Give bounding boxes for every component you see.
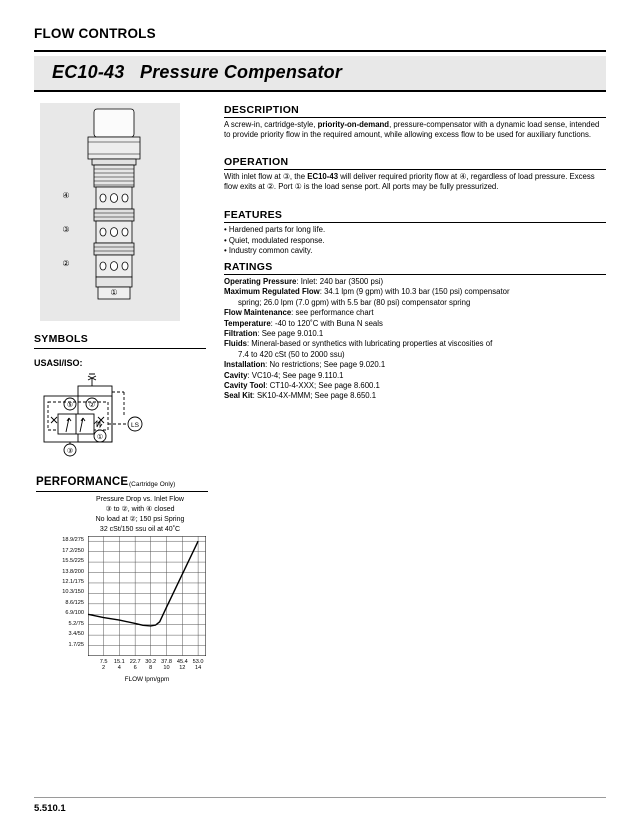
rating-label: Filtration: [224, 329, 258, 339]
rating-row: [224, 339, 606, 349]
chart-y-tick: 1.7/25: [68, 641, 84, 648]
feature-item: • Hardened parts for long life.: [224, 225, 326, 234]
chart-y-tick: 12.1/175: [62, 578, 84, 585]
rating-label: Maximum Regulated Flow: [224, 287, 320, 297]
footer-divider: [34, 797, 606, 798]
rating-label: Installation: [224, 360, 266, 370]
chart-y-tick: 3.4/50: [68, 631, 84, 638]
schematic-ls-label: LS: [131, 422, 139, 429]
cartridge-port-1: ①: [110, 288, 118, 297]
chart-x-tick: 37.8 10: [161, 659, 172, 671]
model-number: EC10-43: [52, 62, 125, 82]
symbols-standard-label: USASI/ISO:: [34, 358, 83, 368]
operation-heading: OPERATION: [224, 156, 606, 170]
chart-y-tick: 6.9/100: [65, 610, 84, 617]
chart-x-tick: 22.7 6: [129, 659, 141, 671]
description-line3: allowing excess flow to be used for auxiliary functions.: [404, 130, 592, 140]
chart-x-tick: 15.1 4: [113, 659, 125, 671]
rating-label: Seal Kit: [224, 391, 253, 401]
rating-value: : 34.1 lpm (9 gpm) with 10.3 bar (150 psi) compensator: [319, 287, 510, 297]
operation-line1-c: will deliver required priority flow at ④, regardless of: [338, 172, 516, 181]
description-section: [224, 104, 606, 141]
page-title: Pressure Compensator: [140, 62, 343, 82]
rating-label: Operating Pressure: [224, 277, 297, 286]
header-divider: [34, 50, 606, 52]
chart-x-axis-label: FLOW lpm/gpm: [124, 676, 170, 683]
chart-title-line: 32 cSt/150 ssu oil at 40˚C: [99, 526, 181, 533]
operation-body: [224, 172, 606, 193]
description-heading: DESCRIPTION: [224, 104, 606, 118]
features-section: [224, 209, 606, 257]
description-line1-a: A screw-in, cartridge-style,: [224, 120, 318, 129]
schematic-port-3-label: ③: [66, 448, 74, 455]
chart-title-line: No load at ②; 150 psi Spring: [95, 516, 185, 523]
chart-y-tick: 8.6/125: [65, 599, 84, 606]
rating-value: : -40 to 120˚C with Buna N seals: [270, 318, 383, 328]
operation-section: [224, 156, 606, 193]
rating-value: : Mineral-based or synthetics with lubricating properties at viscosities of: [246, 339, 493, 349]
chart-title-line: ③ to ②, with ④ closed: [105, 506, 175, 513]
cartridge-port-2: ②: [62, 259, 70, 268]
chart-y-tick: 18.9/275: [62, 537, 84, 544]
ratings-heading: RATINGS: [224, 261, 606, 275]
performance-divider: [36, 491, 208, 492]
rating-value: : Inlet: 240 bar (3500 psi): [296, 277, 384, 286]
cartridge-port-4: ④: [62, 191, 70, 200]
rating-row-continuation: [224, 298, 606, 308]
rating-row: [224, 391, 606, 401]
performance-subheading: (Cartridge Only): [129, 481, 176, 488]
schematic-port-1-label: ①: [96, 434, 104, 441]
chart-x-tick: 7.5 2: [99, 659, 108, 671]
rating-value: : see performance chart: [291, 308, 374, 318]
rating-value: : See page 9.010.1: [257, 329, 324, 339]
hydraulic-schematic-diagram: [36, 370, 216, 465]
rating-row: [224, 381, 606, 391]
performance-chart-plot: [88, 536, 206, 656]
chart-y-tick: 13.8/200: [62, 568, 84, 575]
rating-value: 7.4 to 420 cSt (50 to 2000 ssu): [238, 349, 345, 359]
symbols-heading: SYMBOLS: [34, 333, 89, 345]
chart-y-tick: 17.2/250: [62, 547, 84, 554]
chart-y-tick: 15.5/225: [62, 558, 84, 565]
rating-row: [224, 319, 606, 329]
ratings-section: [224, 261, 606, 402]
rating-label: Cavity: [224, 370, 248, 380]
features-list: [224, 225, 606, 257]
rating-value: : SK10-4X-MMM; See page 8.650.1: [252, 391, 377, 401]
rating-row: [224, 360, 606, 370]
rating-value: : CT10-4-XXX; See page 8.600.1: [265, 381, 380, 391]
symbols-divider: [34, 348, 206, 349]
rating-value: : VC10-4; See page 9.110.1: [247, 370, 344, 380]
operation-line2: load pressure. Excess flow exits at ②. Port ① is the load sense port. All ports may be: [224, 172, 595, 192]
chart-x-tick: 30.2 8: [145, 659, 157, 671]
feature-item: • Quiet, modulated response.: [224, 235, 325, 245]
rating-label: Temperature: [224, 318, 271, 328]
cartridge-port-3: ③: [62, 225, 70, 234]
description-body: [224, 120, 606, 141]
rating-row: [224, 329, 606, 339]
description-line1-c: , pressure-compensator with a: [389, 120, 494, 129]
operation-model-ref: EC10-43: [307, 172, 339, 181]
operation-line1-a: With inlet flow at ③, the: [224, 172, 308, 181]
section-heading: FLOW CONTROLS: [34, 26, 156, 41]
chart-y-tick: 5.2/75: [68, 620, 84, 627]
footer-page-number: 5.510.1: [34, 803, 66, 814]
schematic-port-2-label: ②: [88, 402, 96, 409]
chart-x-tick: 53.0 14: [192, 659, 204, 671]
rating-row-continuation: [224, 350, 606, 360]
ratings-list: [224, 277, 606, 402]
performance-heading: PERFORMANCE: [36, 476, 129, 488]
rating-row: [224, 371, 606, 381]
rating-row: [224, 287, 606, 297]
rating-value: spring; 26.0 lpm (7.0 gpm) with 5.5 bar (80 psi) compensator spring: [238, 297, 471, 307]
operation-line3: fully pressurized.: [439, 182, 499, 192]
rating-label: Flow Maintenance: [224, 308, 292, 318]
rating-row: [224, 277, 606, 287]
chart-title-line: Pressure Drop vs. Inlet Flow: [96, 496, 184, 503]
chart-y-tick: 10.3/150: [62, 589, 84, 596]
features-heading: FEATURES: [224, 209, 606, 223]
schematic-port-4-label: ⑤: [66, 402, 74, 409]
rating-label: Fluids: [224, 339, 247, 349]
rating-row: [224, 308, 606, 318]
description-line2: dynamic load sense, intended to provide priority flow in the required amount, while: [224, 120, 600, 140]
chart-title-block: [60, 495, 220, 535]
rating-value: : No restrictions; See page 9.020.1: [265, 360, 386, 370]
rating-label: Cavity Tool: [224, 381, 266, 391]
description-emphasis: priority-on-demand: [317, 120, 390, 129]
chart-x-tick: 45.4 12: [176, 659, 188, 671]
feature-item: • Industry common cavity.: [224, 246, 313, 256]
